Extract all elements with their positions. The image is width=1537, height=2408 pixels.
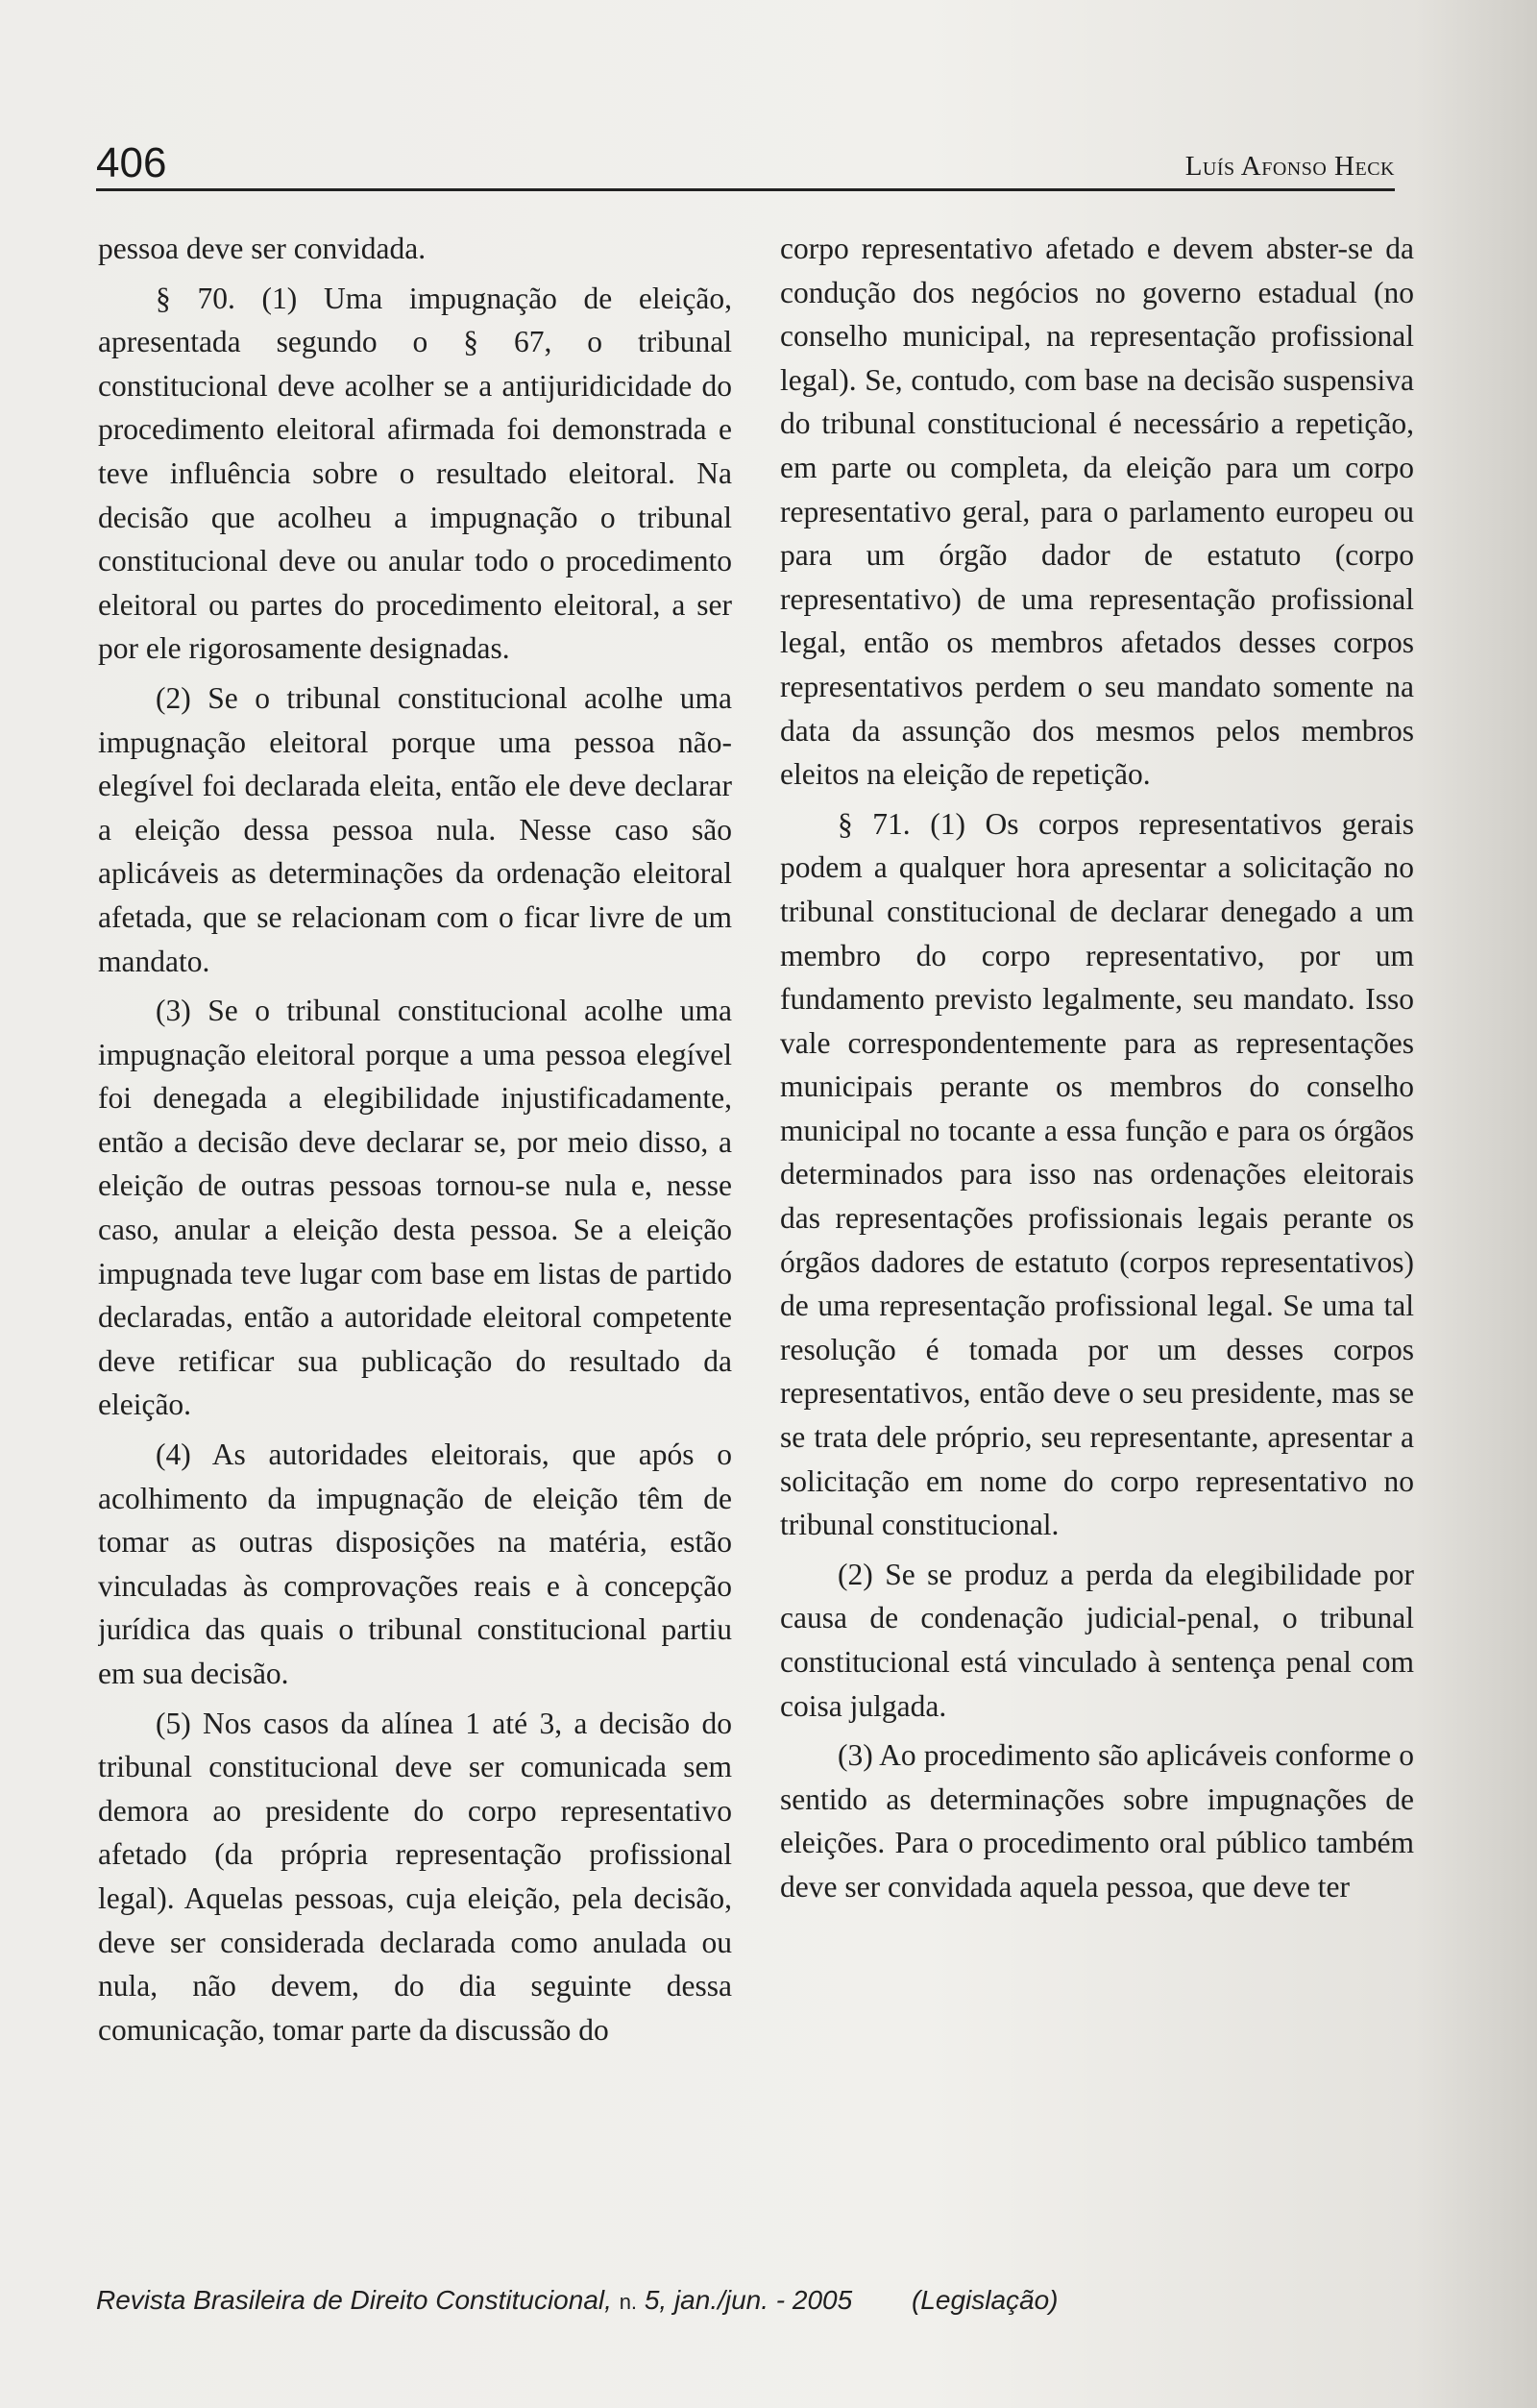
page-header (96, 139, 1395, 191)
footer-section-label: (Legislação) (911, 2285, 1059, 2315)
running-head-author: Luís Afonso Heck (1184, 151, 1395, 182)
right-text-column (780, 227, 1414, 2254)
page-footer (96, 2283, 1395, 2320)
paragraph: (4) As autoridades eleitorais, que após o acolhimento da impugnação de eleição têm de tomar as outras disposições na matéria, estão vinculadas às comprovações reais e à concepção jurídica das quais o tribunal constitucional partiu em sua decisão. (98, 1437, 732, 1690)
left-text-column (98, 227, 732, 2254)
footer-issue-abbrev: n. (619, 2290, 638, 2314)
paragraph: corpo representativo afetado e devem abster-se da condução dos negócios no governo estadual (no conselho municipal, na representação profissional legal). Se, contudo, com base na decisão suspensiva do tribunal constitucional é necessário a repetição, em parte ou completa, da eleição para um corpo representativo geral, para o parlamento europeu ou para um órgão dador de estatuto (corpo representativo) de uma representação profissional legal, então os membros afetados desses corpos representativos perdem o seu mandato somente na data da assunção dos mesmos pelos membros eleitos na eleição de repetição. (780, 232, 1414, 792)
paragraph: (5) Nos casos da alínea 1 até 3, a decisão do tribunal constitucional deve ser comunicada sem demora ao presidente do corpo representativo afetado (da própria representação profissional legal). Aquelas pessoas, cuja eleição, pela decisão, deve ser considerada declarada como anulada ou nula, não devem, do dia seguinte dessa comunicação, tomar parte da discussão do (98, 1706, 732, 2047)
paragraph: (3) Ao procedimento são aplicáveis conforme o sentido as determinações sobre impugnações de eleições. Para o procedimento oral público também deve ser convidada aquela pessoa, que deve ter (780, 1738, 1414, 1904)
paragraph: (3) Se o tribunal constitucional acolhe uma impugnação eleitoral porque a uma pessoa elegível foi denegada a elegibilidade injustificadamente, então a decisão deve declarar se, por meio disso, a eleição de outras pessoas tornou-se nula e, nesse caso, anular a eleição desta pessoa. Se a eleição impugnada teve lugar com base em listas de partido declaradas, então a autoridade eleitoral competente deve retificar sua publicação do resultado da eleição. (98, 994, 732, 1422)
paragraph: (2) Se se produz a perda da elegibilidade por causa de condenação judicial-penal, o tribunal constitucional está vinculado à sentença penal com coisa julgada. (780, 1557, 1414, 1723)
paragraph: § 70. (1) Uma impugnação de eleição, apresentada segundo o § 67, o tribunal constitucional deve acolher se a antijuridicidade do procedimento eleitoral afirmada foi demonstrada e teve influência sobre o resultado eleitoral. Na decisão que acolheu a impugnação o tribunal constitucional deve ou anular todo o procedimento eleitoral ou partes do procedimento eleitoral, a ser por ele rigorosamente designadas. (98, 281, 732, 666)
page-number: 406 (96, 139, 167, 186)
footer-journal-title: Revista Brasileira de Direito Constitucional, (96, 2285, 612, 2315)
paragraph: pessoa deve ser convidada. (98, 232, 427, 265)
paragraph: § 71. (1) Os corpos representativos gerais podem a qualquer hora apresentar a solicitação no tribunal constitucional de declarar denegado a um membro do corpo representativo, por um fundamento previsto legalmente, seu mandato. Isso vale correspondentemente para as representações municipais perante os membros do conselho municipal no tocante a essa função e para os órgãos determinados para isso nas ordenações eleitorais das representações profissionais legais perante os órgãos dadores de estatuto (corpos representativos) de uma representação profissional legal. Se uma tal resolução é tomada por um desses corpos representativos, então deve o seu presidente, mas se se trata dele próprio, seu representante, apresentar a solicitação em nome do corpo representativo no tribunal constitucional. (780, 806, 1414, 1542)
footer-issue-date: 5, jan./jun. - 2005 (644, 2285, 853, 2315)
paragraph: (2) Se o tribunal constitucional acolhe uma impugnação eleitoral porque uma pessoa não-elegível foi declarada eleita, então ele deve declarar a eleição dessa pessoa nula. Nesse caso são aplicáveis as determinações da ordenação eleitoral afetada, que se relacionam com o ficar livre de um mandato. (98, 680, 732, 978)
